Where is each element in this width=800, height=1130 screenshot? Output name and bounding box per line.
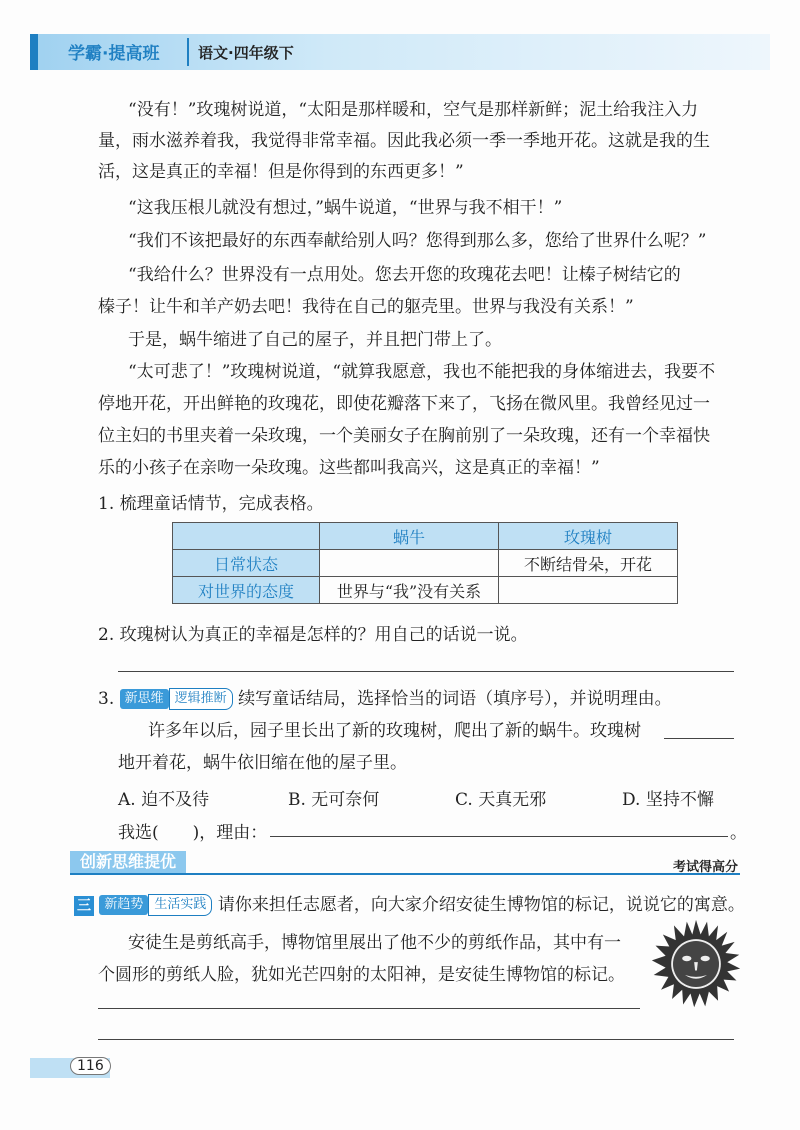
section-title: 创新思维提优 [70, 851, 186, 873]
tag-life-practice: 生活实践 [148, 894, 212, 916]
passage-line: “我们不该把最好的东西奉献给别人吗？您得到那么多，您给了世界什么呢？” [128, 231, 707, 251]
option-c[interactable]: C. 天真无邪 [455, 790, 547, 810]
question-4-line1: 安徒生是剪纸高手，博物馆里展出了他不少的剪纸作品，其中有一 [128, 933, 621, 953]
table-corner [173, 523, 320, 550]
papercut-sun-image [650, 918, 742, 1010]
choose-end: 。 [730, 823, 747, 843]
question-3-text: 续写童话结局，选择恰当的词语（填序号），并说明理由。 [238, 689, 672, 709]
table-row-daily: 日常状态 [173, 550, 320, 577]
header-brand: 学霸·提高班 [68, 44, 160, 64]
passage-line: 位主妇的书里夹着一朵玫瑰，一个美丽女子在胸前别了一朵玫瑰，还有一个幸福快 [98, 426, 710, 446]
plot-table [172, 522, 678, 604]
question-3 [98, 684, 672, 710]
table-header-snail: 蜗牛 [320, 523, 499, 550]
header-accent [30, 34, 38, 70]
passage-line: 乐的小孩子在亲吻一朵玫瑰。这些都叫我高兴，这是真正的幸福！” [98, 458, 600, 478]
page-number: 116 [70, 1057, 111, 1075]
passage-line: 量，雨水滋养着我，我觉得非常幸福。因此我必须一季一季地开花。这就是我的生 [98, 131, 710, 151]
passage-line: “这我压根儿就没有想过，”蜗牛说道，“世界与我不相干！” [128, 198, 563, 218]
question-4 [74, 890, 745, 916]
question-1: 1. 梳理童话情节，完成表格。 [98, 494, 324, 514]
choose-label: 我选( )，理由： [118, 823, 268, 843]
passage-line: 于是，蜗牛缩进了自己的屋子，并且把门带上了。 [128, 330, 502, 350]
question-3-line1: 许多年以后，园子里长出了新的玫瑰树，爬出了新的蜗牛。玫瑰树 [148, 721, 641, 741]
question-number: 三 [74, 896, 94, 916]
question-number: 3. [98, 689, 115, 709]
answer-line[interactable] [98, 1039, 734, 1040]
passage-line: “太可悲了！”玫瑰树说道，“就算我愿意，我也不能把我的身体缩进去，我要不 [128, 362, 716, 382]
answer-line[interactable] [118, 671, 734, 672]
tag-logic: 逻辑推断 [169, 688, 233, 710]
reason-line[interactable] [270, 836, 728, 837]
table-cell-rose-attitude[interactable] [499, 577, 678, 604]
fill-blank[interactable] [664, 738, 734, 739]
table-cell-rose-daily: 不断结骨朵，开花 [499, 550, 678, 577]
passage-line: 停地开花，开出鲜艳的玫瑰花，即使花瓣落下来了，飞扬在微风里。我曾经见过一 [98, 394, 710, 414]
table-cell-snail-attitude: 世界与“我”没有关系 [320, 577, 499, 604]
header-subject: 语文·四年级下 [198, 44, 294, 62]
section-right-label: 考试得高分 [672, 860, 738, 875]
section-rule [70, 873, 740, 875]
passage-line: “我给什么？世界没有一点用处。您去开您的玫瑰花去吧！让榛子树结它的 [128, 265, 681, 285]
table-cell-snail-daily[interactable] [320, 550, 499, 577]
question-2: 2. 玫瑰树认为真正的幸福是怎样的？用自己的话说一说。 [98, 625, 528, 645]
tag-new-trend: 新趋势 [99, 895, 148, 915]
option-d[interactable]: D. 坚持不懈 [622, 790, 714, 810]
option-b[interactable]: B. 无可奈何 [288, 790, 380, 810]
option-a[interactable]: A. 迫不及待 [118, 790, 210, 810]
tag-new-thinking: 新思维 [120, 689, 169, 709]
question-3-line2: 地开着花，蜗牛依旧缩在他的屋子里。 [118, 753, 407, 773]
question-4-line2: 个圆形的剪纸人脸，犹如光芒四射的太阳神，是安徒生博物馆的标记。 [98, 965, 625, 985]
answer-line[interactable] [98, 1008, 640, 1009]
passage-line: 榛子！让牛和羊产奶去吧！我待在自己的躯壳里。世界与我没有关系！” [98, 297, 634, 317]
header-separator [187, 38, 189, 66]
passage-line: 活，这是真正的幸福！但是你得到的东西更多！” [98, 162, 464, 182]
table-header-rose: 玫瑰树 [499, 523, 678, 550]
question-4-text: 请你来担任志愿者，向大家介绍安徒生博物馆的标记，说说它的寓意。 [217, 895, 745, 915]
table-row-attitude: 对世界的态度 [173, 577, 320, 604]
passage-line: “没有！”玫瑰树说道，“太阳是那样暖和，空气是那样新鲜；泥土给我注入力 [128, 100, 699, 120]
